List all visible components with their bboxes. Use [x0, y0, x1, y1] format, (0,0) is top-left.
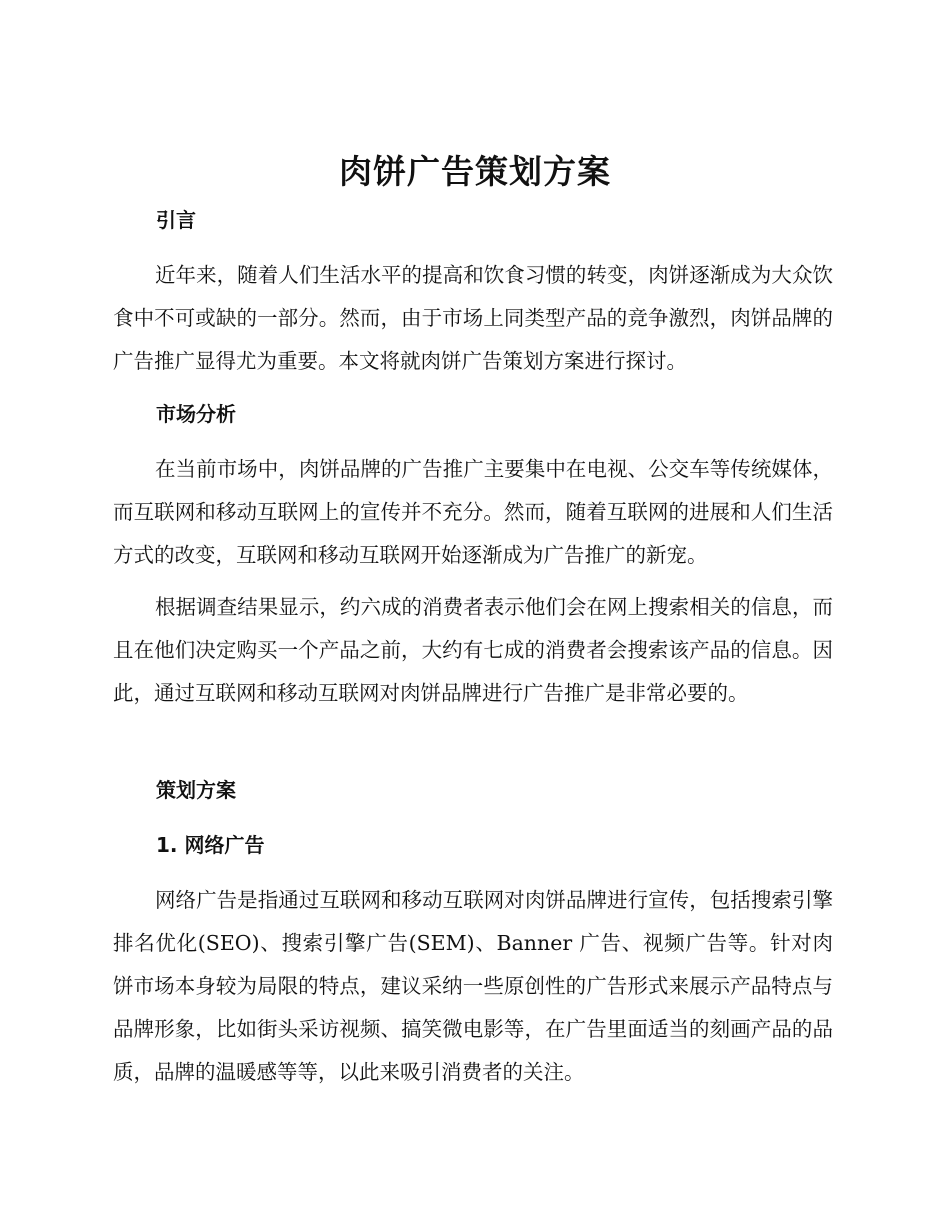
page-title: 肉饼广告策划方案 [339, 152, 611, 191]
paragraph-market-2: 根据调查结果显示，约六成的消费者表示他们会在网上搜索相关的信息，而且在他们决定购买一个产品之前，大约有七成的消费者会搜索该产品的信息。因此，通过互联网和移动互联网对肉饼品牌进行广告推广是非常必要的。 [113, 595, 833, 705]
section-heading-plan: 策划方案 [156, 778, 236, 802]
paragraph-online-ads: 网络广告是指通过互联网和移动互联网对肉饼品牌进行宣传，包括搜索引擎排名优化(SEO)、搜索引擎广告(SEM)、Banner 广告、视频广告等。针对肉饼市场本身较为局限的特点，建议采纳一些原创性的广告形式来展示产品特点与品牌形象，比如街头采访视频、搞笑微电影等，在广告里面适当的刻画产品的品质，品牌的温暖感等等，以此来吸引消费者的关注。 [113, 888, 833, 1084]
paragraph-intro: 近年来，随着人们生活水平的提高和饮食习惯的转变，肉饼逐渐成为大众饮食中不可或缺的一部分。然而，由于市场上同类型产品的竞争激烈，肉饼品牌的广告推广显得尤为重要。本文将就肉饼广告策划方案进行探讨。 [113, 263, 833, 373]
section-heading-intro: 引言 [156, 208, 196, 232]
paragraph-market-1: 在当前市场中，肉饼品牌的广告推广主要集中在电视、公交车等传统媒体，而互联网和移动互联网上的宣传并不充分。然而，随着互联网的进展和人们生活方式的改变，互联网和移动互联网开始逐渐成为广告推广的新宠。 [113, 457, 833, 567]
subsection-heading-online-ads: 1. 网络广告 [156, 833, 265, 857]
section-heading-market: 市场分析 [156, 402, 236, 426]
